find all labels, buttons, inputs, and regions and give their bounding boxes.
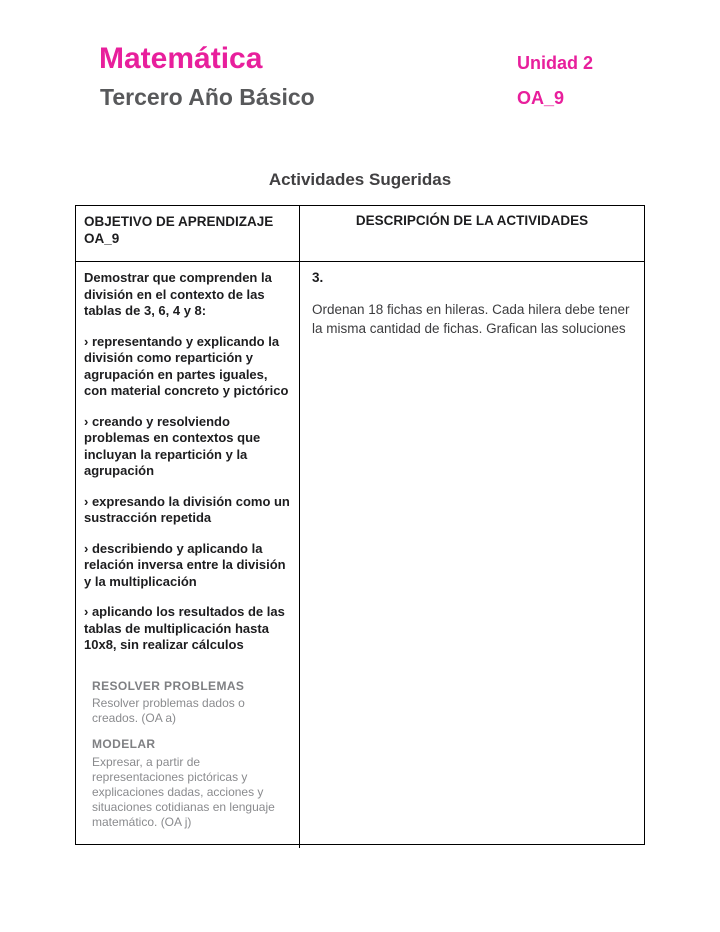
doc-subtitle: Tercero Año Básico [100, 84, 315, 110]
skill-title: RESOLVER PROBLEMAS [92, 678, 245, 693]
objective-bullet: › describiendo y aplicando la relación inversa entre la división y la multiplicación [84, 540, 286, 589]
col-header-description: DESCRIPCIÓN DE LA ACTIVIDADES [355, 213, 589, 228]
skill-text: Expresar, a partir de representaciones pictóricas y explicaciones dadas, acciones y situaciones cotidianas en lenguaje matemático. (OA j) [92, 754, 275, 829]
skill-title: MODELAR [92, 737, 156, 751]
table-header-row [76, 206, 644, 262]
oa-label: OA_9 [517, 88, 565, 108]
activity-cell [300, 262, 644, 848]
section-title: Actividades Sugeridas [268, 170, 452, 189]
activity-number: 3. [312, 270, 324, 285]
activities-table [75, 205, 645, 845]
objective-bullet: › expresando la división como un sustracción repetida [84, 493, 290, 525]
objective-bullet: › creando y resolviendo problemas en contextos que incluyan la repartición y la agrupación [84, 413, 261, 478]
doc-title: Matemática [99, 42, 263, 75]
activity-text: Ordenan 18 fichas en hileras. Cada hilera debe tener la misma cantidad de fichas. Grafican las soluciones [312, 302, 630, 336]
col-header-objective: OBJETIVO DE APRENDIZAJE OA_9 [76, 206, 300, 261]
skill-text: Resolver problemas dados o creados. (OA a) [92, 696, 245, 725]
skills-block [92, 678, 291, 830]
unit-label: Unidad 2 [517, 53, 594, 73]
objective-bullet: › aplicando los resultados de las tablas de multiplicación hasta 10x8, sin realizar cálculos [84, 604, 285, 652]
objective-cell [76, 262, 300, 848]
objective-bullet: › representando y explicando la división como repartición y agrupación en partes iguales, con material concreto y pictórico [84, 333, 289, 398]
table-body-row [76, 262, 644, 848]
objective-intro: Demostrar que comprenden la división en el contexto de las tablas de 3, 6, 4 y 8: [84, 270, 272, 318]
